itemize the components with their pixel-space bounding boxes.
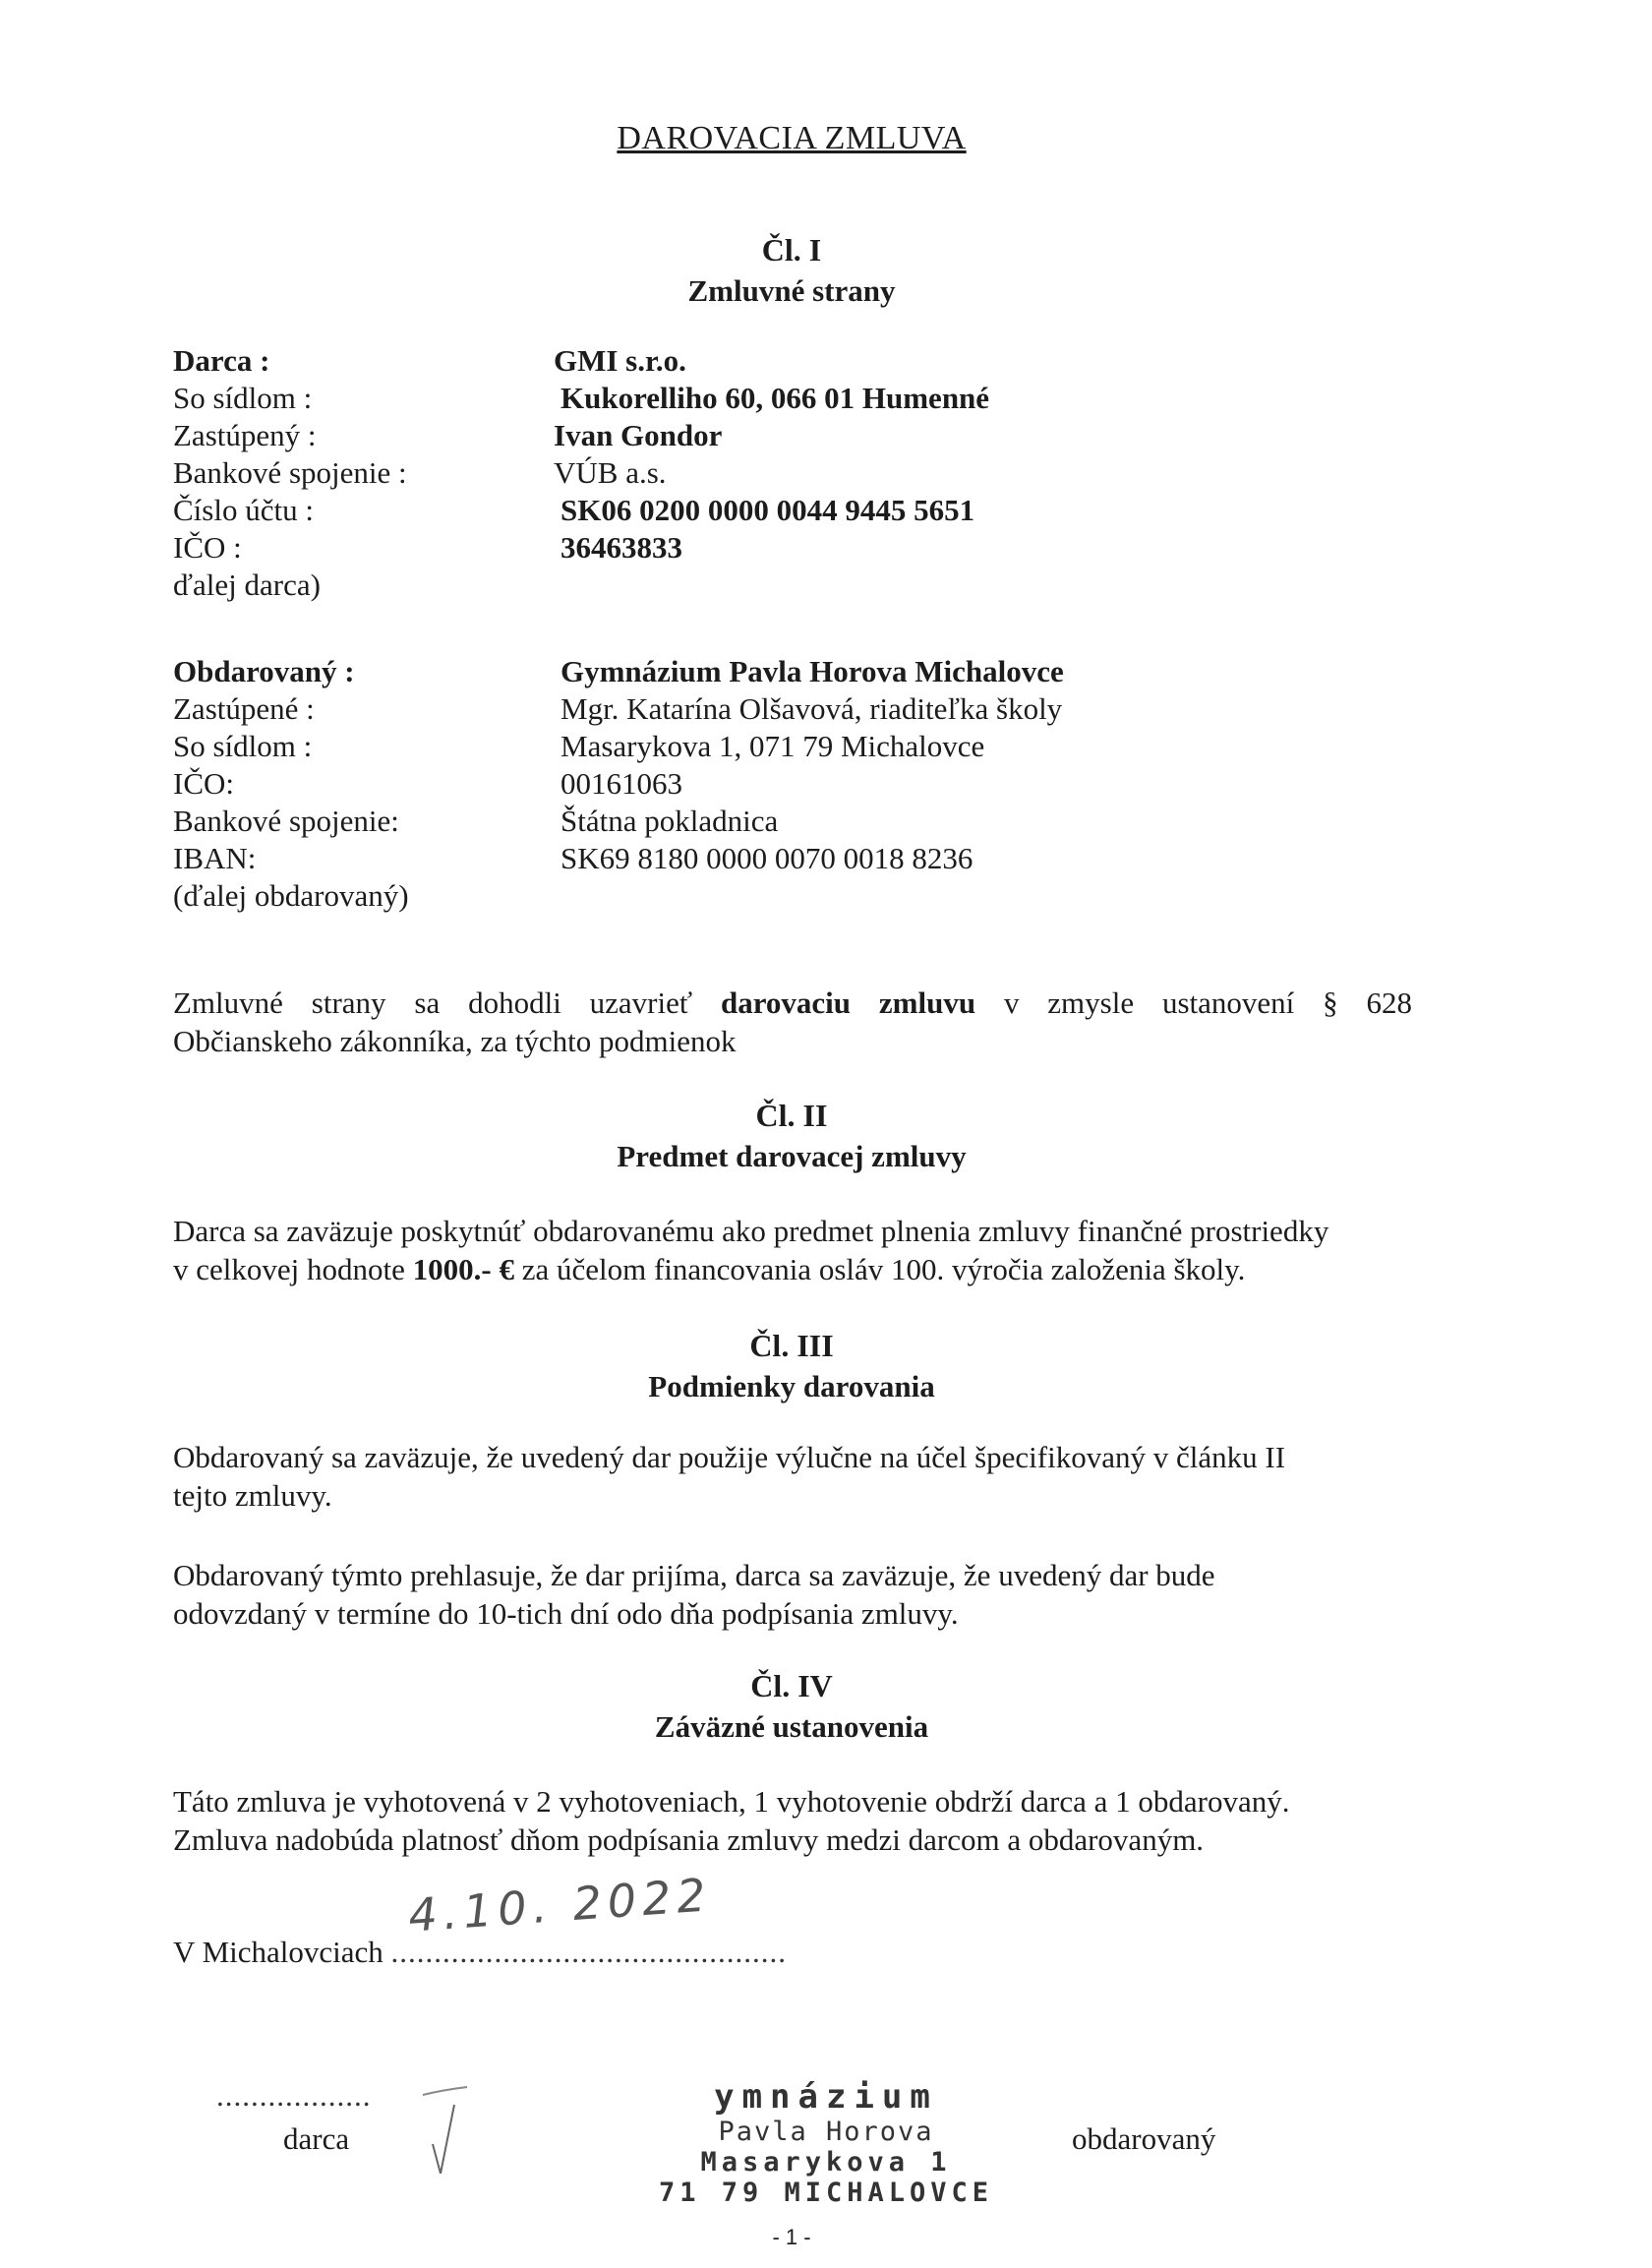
article-3-number: Čl. III — [749, 1328, 834, 1363]
recipient-represented-label: Zastúpené : — [173, 691, 315, 726]
stamp-line-2: Pavla Horova — [718, 2117, 934, 2147]
donor-hereinafter-label: ďalej darca) — [173, 567, 321, 602]
intro-text-b: v zmysle ustanovení § 628 — [1003, 985, 1412, 1020]
donor-bank-label: Bankové spojenie : — [173, 455, 407, 490]
article-4-number: Čl. IV — [750, 1668, 833, 1703]
stamp-line-3: Masarykova 1 — [700, 2147, 952, 2178]
donor-representative: Ivan Gondor — [554, 418, 723, 452]
article-4-line-2: Zmluva nadobúda platnosť dňom podpísania zmluvy medzi darcom a obdarovaným. — [173, 1822, 1205, 1857]
recipient-seat: Masarykova 1, 071 79 Michalovce — [560, 729, 985, 763]
donation-amount: 1000.- € — [412, 1252, 514, 1286]
recipient-seat-label: So sídlom : — [173, 729, 313, 763]
article-3-paragraph-2 — [173, 1556, 1412, 1633]
intro-line-1 — [173, 984, 1412, 1022]
recipient-name: Gymnázium Pavla Horova Michalovce — [560, 654, 1064, 688]
donor-ico: 36463833 — [560, 530, 682, 565]
recipient-representative: Mgr. Katarína Olšavová, riaditeľka školy — [560, 691, 1063, 726]
intro-bold-text: darovaciu zmluvu — [720, 985, 976, 1020]
article-3-heading: Podmienky darovania — [648, 1369, 935, 1403]
article-3-p2-line-2: odovzdaný v termíne do 10-tich dní odo dňa podpísania zmluvy. — [173, 1596, 959, 1631]
intro-paragraph — [173, 984, 1412, 1060]
article-3-p1-line-1: Obdarovaný sa zaväzuje, že uvedený dar použije výlučne na účel špecifikovaný v článku II — [173, 1440, 1286, 1474]
donor-account-label: Číslo účtu : — [173, 493, 314, 527]
recipient-ico: 00161063 — [560, 766, 682, 801]
donor-signature-label: darca — [283, 2121, 350, 2156]
donor-signature-mark — [413, 2075, 492, 2174]
recipient-label: Obdarovaný : — [173, 654, 355, 688]
article-4-line-1: Táto zmluva je vyhotovená v 2 vyhotoveniach, 1 vyhotovenie obdrží darca a 1 obdarovaný. — [173, 1784, 1290, 1819]
school-stamp — [629, 2077, 1023, 2208]
donor-label: Darca : — [173, 343, 270, 378]
donor-bank: VÚB a.s. — [554, 455, 667, 490]
place-dots: .............................................. — [390, 1935, 788, 1969]
article-1-number: Čl. I — [761, 232, 822, 268]
recipient-signature-label: obdarovaný — [1072, 2121, 1216, 2156]
article-4-heading: Záväzné ustanovenia — [654, 1709, 929, 1744]
donor-signature-dots: .................. — [216, 2078, 372, 2113]
article-2-number: Čl. II — [755, 1098, 828, 1133]
article-2-text-b: za účelom financovania osláv 100. výročia založenia školy. — [521, 1252, 1246, 1286]
donor-name: GMI s.r.o. — [554, 343, 686, 378]
article-2-line-1: Darca sa zaväzuje poskytnúť obdarovanému ako predmet plnenia zmluvy finančné prostriedky — [173, 1214, 1329, 1248]
donor-ico-label: IČO : — [173, 530, 242, 565]
article-2-line-2 — [173, 1250, 1412, 1288]
page-number: - 1 - — [772, 2225, 811, 2249]
article-4-paragraph — [173, 1782, 1412, 1859]
place-label: V Michalovciach — [173, 1935, 384, 1969]
recipient-ico-label: IČO: — [173, 766, 234, 801]
place-line — [173, 1934, 787, 1971]
document-title: DAROVACIA ZMLUVA — [617, 120, 967, 156]
recipient-iban-label: IBAN: — [173, 841, 257, 875]
recipient-bank: Štátna pokladnica — [560, 804, 779, 838]
handwritten-date: 4.10. 2022 — [406, 1868, 714, 1942]
stamp-line-4: 71 79 MICHALOVCE — [658, 2178, 994, 2208]
article-3-p2-line-1: Obdarovaný týmto prehlasuje, že dar prijíma, darca sa zaväzuje, že uvedený dar bude — [173, 1558, 1215, 1592]
stamp-line-1: ymnázium — [714, 2077, 938, 2117]
article-3-p1-line-2: tejto zmluvy. — [173, 1478, 332, 1513]
intro-text-a: Zmluvné strany sa dohodli uzavrieť — [173, 985, 693, 1020]
article-2-heading: Predmet darovacej zmluvy — [617, 1139, 967, 1173]
donor-seat: Kukorelliho 60, 066 01 Humenné — [560, 381, 990, 415]
recipient-hereinafter-label: (ďalej obdarovaný) — [173, 878, 409, 913]
donor-account: SK06 0200 0000 0044 9445 5651 — [560, 493, 975, 527]
donor-represented-label: Zastúpený : — [173, 418, 317, 452]
recipient-bank-label: Bankové spojenie: — [173, 804, 399, 838]
intro-line-2: Občianskeho zákonníka, za týchto podmienok — [173, 1024, 737, 1058]
recipient-iban: SK69 8180 0000 0070 0018 8236 — [560, 841, 974, 875]
article-1-heading: Zmluvné strany — [687, 273, 896, 308]
article-3-paragraph-1 — [173, 1438, 1412, 1515]
article-2-text-a: v celkovej hodnote — [173, 1252, 405, 1286]
article-2-paragraph — [173, 1212, 1412, 1288]
donor-seat-label: So sídlom : — [173, 381, 313, 415]
